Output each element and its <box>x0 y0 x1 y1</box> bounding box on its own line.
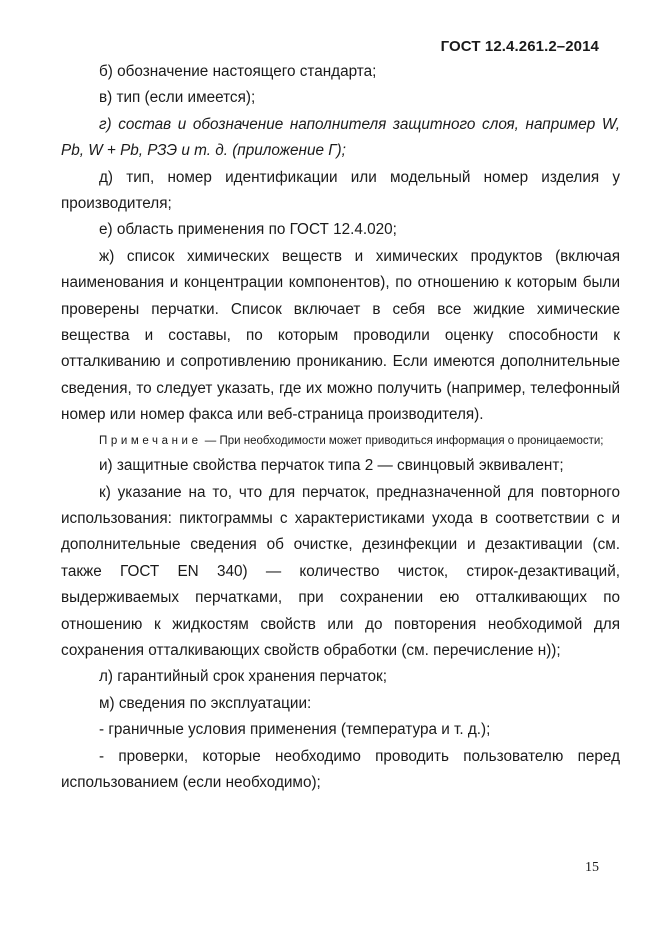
list-item-l: л) гарантийный срок хранения перчаток; <box>99 668 387 686</box>
page-number: 15 <box>585 860 599 875</box>
list-item-k: к) указание на то, что для перчаток, предназначенной для повторного использования: пиктограммы с характеристиками ухода в соответствии с и дополнительные сведения об очистке, дезинфекции и дезактивации (см. также ГОСТ EN 340) — количество чисток, стирок-дезактиваций, выдерживаемых перчатками, при сохранении ею отталкивающих по отношению к жидкостям свойств или до повторения необходимой для сохранения отталкивающих свойств обработки (см. перечисление н)); <box>61 483 620 660</box>
note-text: — При необходимости может приводиться информация о проницаемости; <box>201 434 604 447</box>
body-text <box>61 59 620 796</box>
list-item-d: д) тип, номер идентификации или модельный номер изделия у производителя; <box>61 168 620 213</box>
standard-designation-header: ГОСТ 12.4.261.2–2014 <box>440 38 599 55</box>
sub-item-checks-before-use: - проверки, которые необходимо проводить пользователю перед использованием (если необходимо); <box>61 747 620 792</box>
note <box>61 430 620 453</box>
list-item-e: е) область применения по ГОСТ 12.4.020; <box>99 221 397 239</box>
list-item-v: в) тип (если имеется); <box>99 89 256 107</box>
list-item-i: и) защитные свойства перчаток типа 2 — свинцовый эквивалент; <box>99 457 564 475</box>
sub-item-boundary-conditions: - граничные условия применения (температура и т. д.); <box>99 721 491 739</box>
list-item-g: г) состав и обозначение наполнителя защитного слоя, например W, Pb, W + Pb, РЗЭ и т. д. (приложение Г); <box>61 115 620 160</box>
note-label: Примечание <box>99 434 202 447</box>
list-item-m: м) сведения по эксплуатации: <box>99 694 312 712</box>
list-item-b: б) обозначение настоящего стандарта; <box>99 63 377 80</box>
list-item-zh: ж) список химических веществ и химических продуктов (включая наименования и концентрации компонентов), по отношению к которым были проверены перчатки. Список включает в себя все жидкие химические вещества и составы, по которым проводили оценку способности к отталкиванию и сопротивлению прониканию. Если имеются дополнительные сведения, то следует указать, где их можно получить (например, телефонный номер или номер факса или веб-страница производителя). <box>61 247 620 424</box>
